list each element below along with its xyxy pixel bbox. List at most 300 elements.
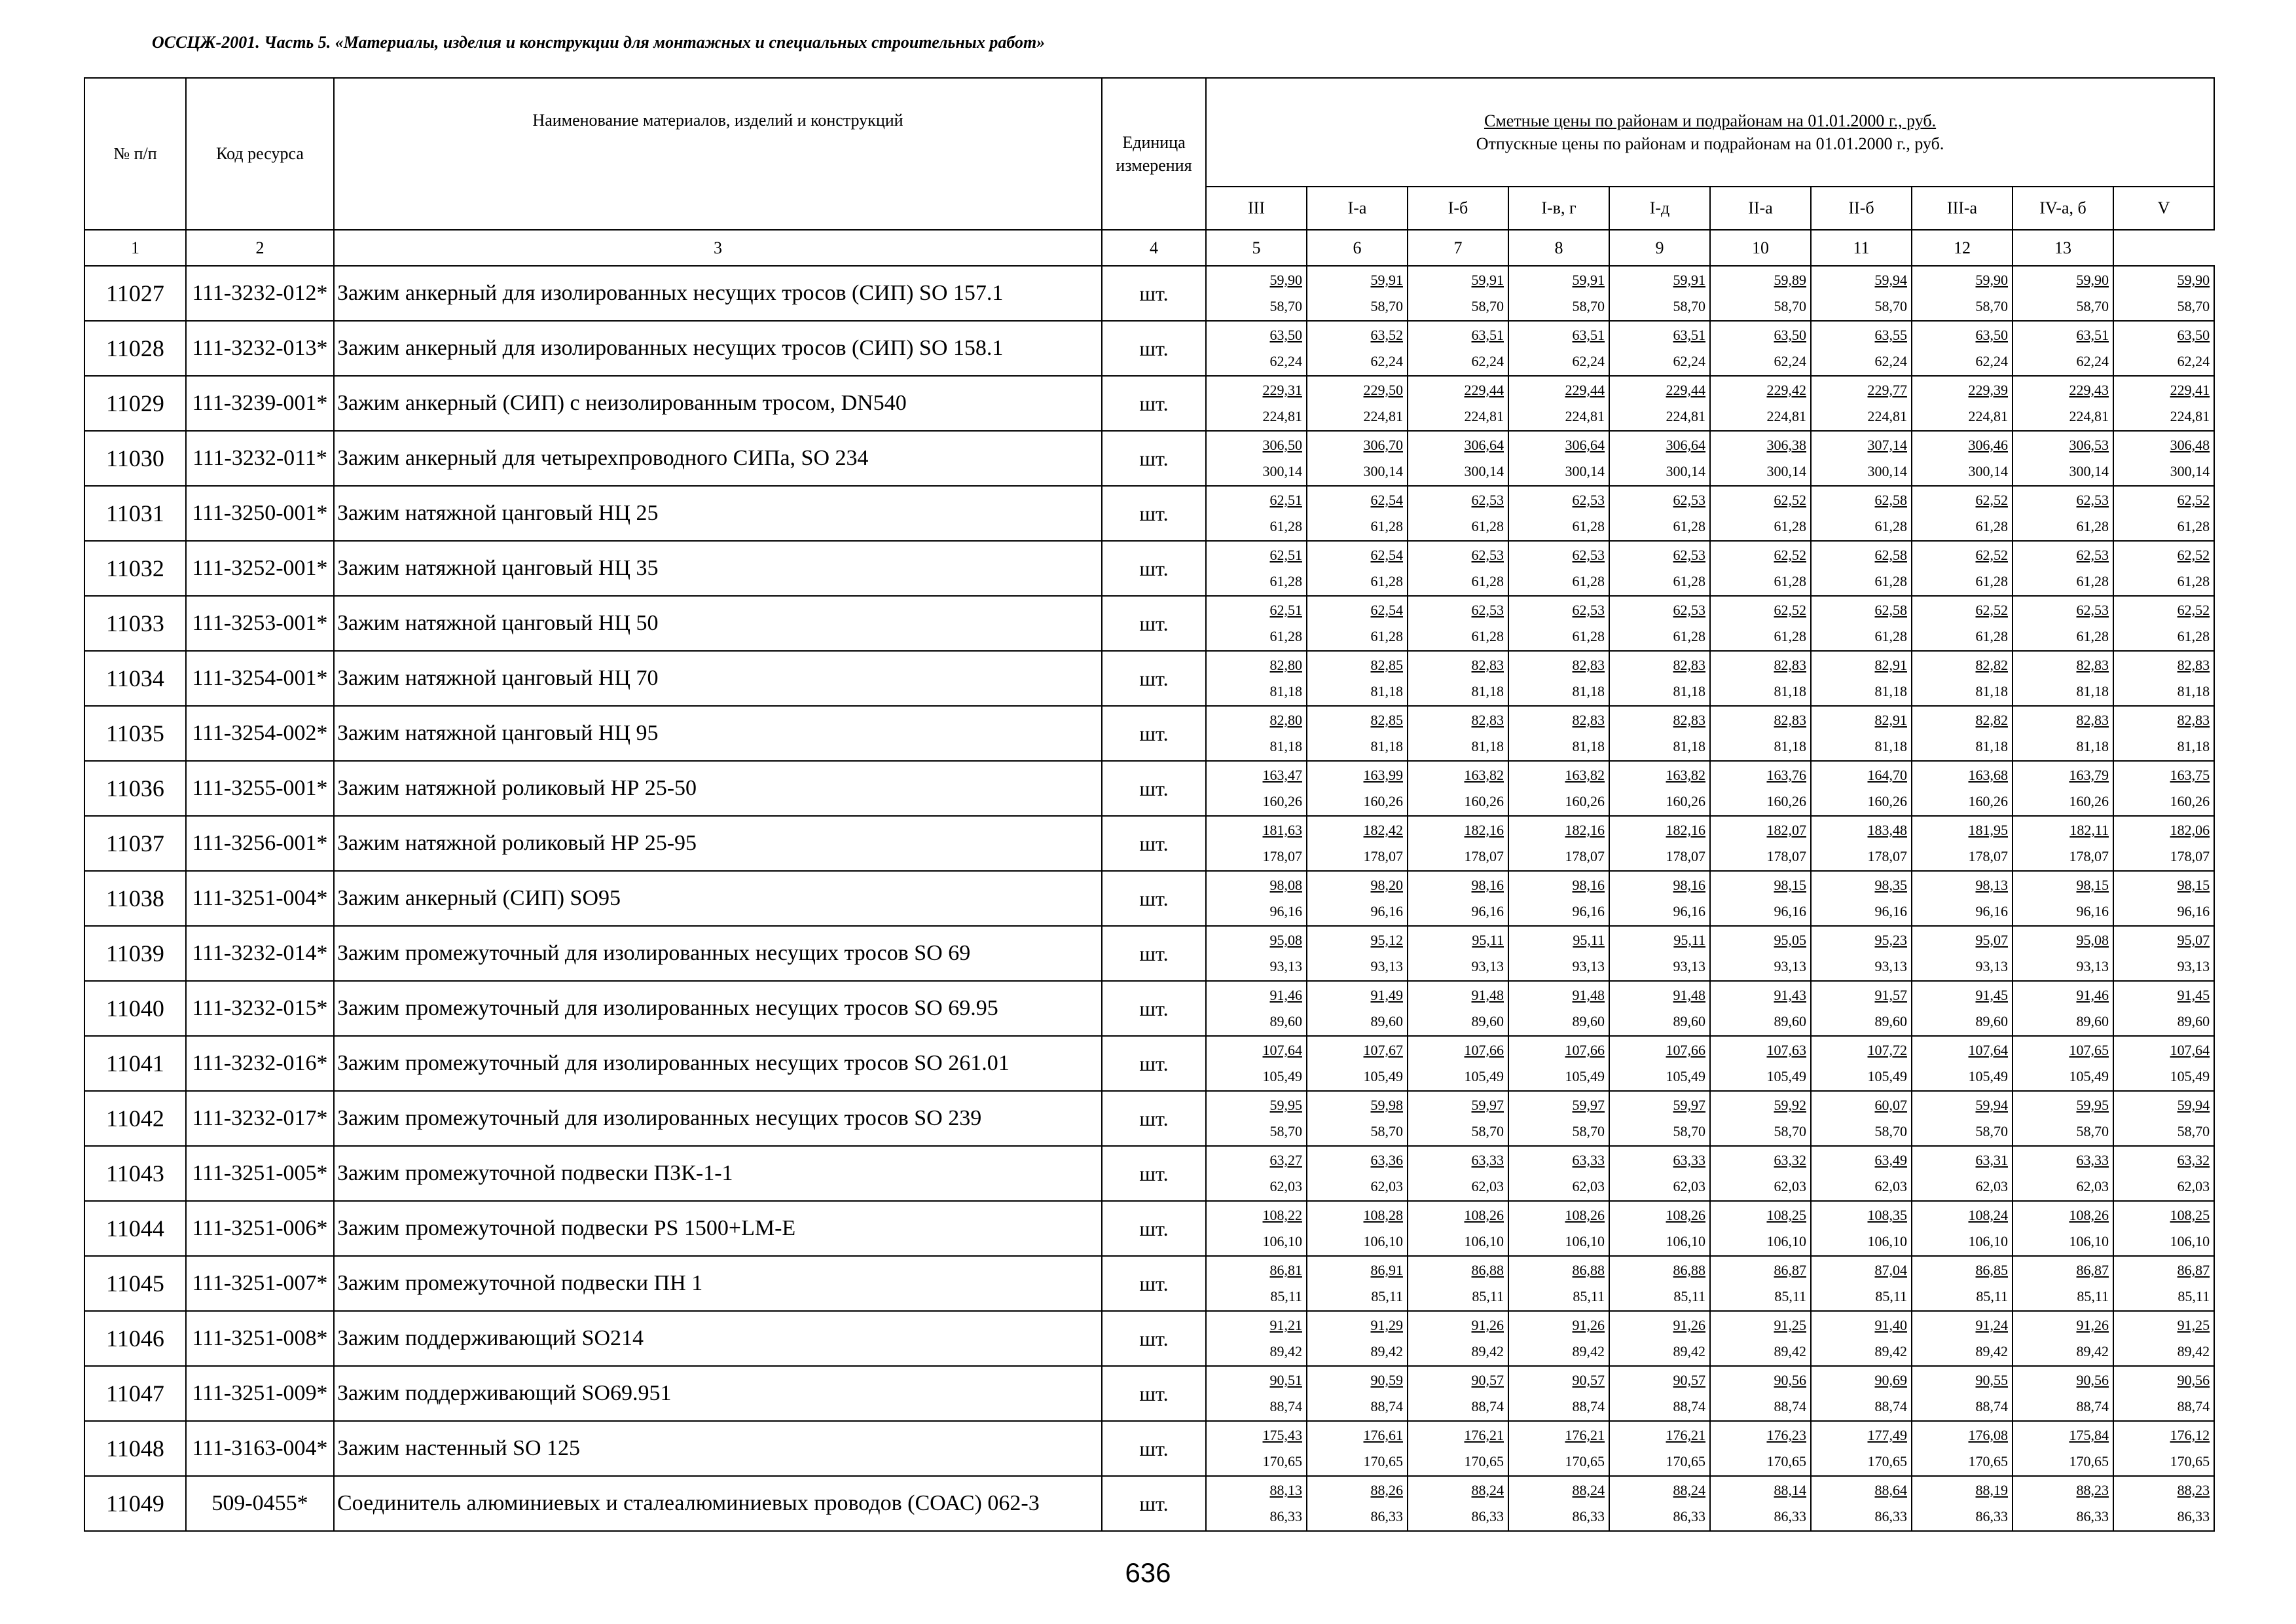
release-price: 106,10	[1565, 1233, 1605, 1249]
material-name-cell: Зажим натяжной цанговый НЦ 35	[334, 541, 1102, 596]
estimate-price: 59,94	[1975, 1097, 2008, 1113]
estimate-price: 62,52	[1975, 602, 2008, 618]
release-price: 58,70	[1269, 1123, 1302, 1139]
estimate-price: 82,83	[1572, 712, 1605, 728]
price-cell	[1912, 321, 2013, 376]
estimate-price: 91,57	[1874, 987, 1907, 1003]
material-name-cell: Зажим анкерный для четырехпроводного СИПа, SO 234	[334, 431, 1102, 486]
price-cell	[1609, 981, 1710, 1036]
estimate-price: 108,26	[1565, 1207, 1605, 1223]
estimate-price: 63,51	[1572, 327, 1605, 343]
price-cell	[1206, 486, 1307, 541]
estimate-price: 306,53	[2069, 437, 2109, 453]
price-cell	[1408, 1036, 1508, 1091]
table-row	[84, 1146, 2214, 1201]
release-price: 88,74	[1572, 1398, 1605, 1414]
estimate-price: 82,83	[2076, 657, 2109, 673]
estimate-price: 229,44	[1666, 382, 1705, 398]
price-cell	[1811, 431, 1912, 486]
table-row	[84, 1311, 2214, 1366]
estimate-price: 82,80	[1269, 657, 1302, 673]
release-price: 93,13	[1874, 958, 1907, 974]
row-number-cell: 11042	[84, 1091, 186, 1146]
price-cell	[1710, 541, 1811, 596]
estimate-price: 176,08	[1968, 1427, 2008, 1443]
estimate-price: 62,54	[1370, 602, 1403, 618]
unit-cell: шт.	[1102, 541, 1206, 596]
estimate-price: 62,53	[1471, 492, 1504, 508]
release-price: 81,18	[1673, 683, 1705, 699]
estimate-price: 181,95	[1968, 822, 2008, 838]
release-price: 58,70	[2177, 1123, 2210, 1139]
price-cell	[1508, 761, 1609, 816]
material-name-cell: Зажим промежуточный для изолированных несущих тросов SO 69	[334, 926, 1102, 981]
resource-code-cell: 111-3251-009*	[186, 1366, 334, 1421]
release-price: 86,33	[1572, 1508, 1605, 1524]
release-price: 62,03	[1370, 1178, 1403, 1194]
estimate-price: 63,51	[1471, 327, 1504, 343]
release-price: 160,26	[1666, 793, 1705, 809]
release-price: 89,42	[1471, 1343, 1504, 1359]
price-cell	[1811, 981, 1912, 1036]
estimate-price: 59,94	[1874, 272, 1907, 288]
release-price: 58,70	[1975, 1123, 2008, 1139]
estimate-price: 91,26	[1673, 1317, 1705, 1333]
estimate-price: 63,32	[1774, 1152, 1806, 1168]
estimate-price: 62,53	[1572, 602, 1605, 618]
row-number-cell: 11038	[84, 871, 186, 926]
release-price: 86,33	[1975, 1508, 2008, 1524]
price-cell	[1307, 871, 1408, 926]
estimate-price: 90,51	[1269, 1372, 1302, 1388]
price-cell	[1609, 541, 1710, 596]
release-price: 160,26	[1766, 793, 1806, 809]
row-number-cell: 11040	[84, 981, 186, 1036]
price-cell	[1609, 706, 1710, 761]
release-price: 86,33	[1774, 1508, 1806, 1524]
estimate-price: 229,39	[1968, 382, 2008, 398]
release-price: 81,18	[1673, 738, 1705, 754]
estimate-price: 182,06	[2170, 822, 2210, 838]
material-name-cell: Зажим поддерживающий SO69.951	[334, 1366, 1102, 1421]
price-cell	[1307, 706, 1408, 761]
region-header-cell: I-б	[1408, 187, 1508, 230]
unit-cell: шт.	[1102, 431, 1206, 486]
row-number-cell: 11046	[84, 1311, 186, 1366]
release-price: 86,33	[1673, 1508, 1705, 1524]
price-cell	[1912, 431, 2013, 486]
estimate-price: 176,12	[2170, 1427, 2210, 1443]
estimate-price: 107,64	[1262, 1042, 1302, 1058]
release-price: 170,65	[1867, 1453, 1907, 1469]
release-price: 58,70	[1370, 1123, 1403, 1139]
price-cell	[1609, 1256, 1710, 1311]
row-number-cell: 11036	[84, 761, 186, 816]
release-price: 105,49	[1262, 1068, 1302, 1084]
estimate-price: 91,26	[1572, 1317, 1605, 1333]
row-number-cell: 11029	[84, 376, 186, 431]
release-price: 85,11	[1472, 1288, 1504, 1304]
release-price: 85,11	[1774, 1288, 1806, 1304]
price-cell	[1912, 1256, 2013, 1311]
estimate-price: 95,07	[1975, 932, 2008, 948]
release-price: 81,18	[1269, 738, 1302, 754]
price-cell	[1609, 1311, 1710, 1366]
release-price: 81,18	[1774, 683, 1806, 699]
estimate-price: 91,40	[1874, 1317, 1907, 1333]
estimate-price: 82,83	[1572, 657, 1605, 673]
estimate-price: 86,85	[1975, 1262, 2008, 1278]
price-cell	[1307, 816, 1408, 871]
estimate-price: 91,26	[2076, 1317, 2109, 1333]
column-number-cell: 1	[84, 230, 186, 266]
material-name-cell: Зажим натяжной роликовый НР 25-95	[334, 816, 1102, 871]
estimate-price: 62,58	[1874, 547, 1907, 563]
estimate-price: 62,53	[2076, 547, 2109, 563]
estimate-price: 98,16	[1673, 877, 1705, 893]
price-cell	[1408, 871, 1508, 926]
release-price: 58,70	[1471, 298, 1504, 314]
header-release-prices: Отпускные цены по районам и подрайонам на 01.01.2000 г., руб.	[1476, 134, 1944, 153]
estimate-price: 229,41	[2170, 382, 2210, 398]
price-cell	[1408, 1146, 1508, 1201]
estimate-price: 59,91	[1673, 272, 1705, 288]
price-cell	[1307, 266, 1408, 321]
estimate-price: 182,16	[1565, 822, 1605, 838]
price-cell	[2013, 1146, 2113, 1201]
release-price: 170,65	[1262, 1453, 1302, 1469]
estimate-price: 82,83	[1673, 657, 1705, 673]
price-cell	[1206, 1476, 1307, 1531]
price-cell	[1508, 816, 1609, 871]
estimate-price: 62,53	[1673, 492, 1705, 508]
column-number-cell: 8	[1508, 230, 1609, 266]
price-cell	[1206, 981, 1307, 1036]
release-price: 224,81	[1363, 408, 1403, 424]
estimate-price: 90,56	[2177, 1372, 2210, 1388]
estimate-price: 63,36	[1370, 1152, 1403, 1168]
estimate-price: 59,91	[1572, 272, 1605, 288]
price-cell	[1609, 1091, 1710, 1146]
resource-code-cell: 111-3163-004*	[186, 1421, 334, 1476]
release-price: 93,13	[1673, 958, 1705, 974]
price-cell	[1508, 321, 1609, 376]
price-cell	[1912, 761, 2013, 816]
price-cell	[1710, 376, 1811, 431]
estimate-price: 82,83	[1471, 657, 1504, 673]
release-price: 85,11	[2077, 1288, 2109, 1304]
release-price: 61,28	[2177, 518, 2210, 534]
release-price: 61,28	[1471, 573, 1504, 589]
estimate-price: 63,49	[1874, 1152, 1907, 1168]
resource-code-cell: 111-3232-012*	[186, 266, 334, 321]
release-price: 86,33	[1874, 1508, 1907, 1524]
release-price: 61,28	[2076, 518, 2109, 534]
price-cell	[1307, 1311, 1408, 1366]
release-price: 61,28	[1874, 628, 1907, 644]
price-cell	[1710, 651, 1811, 706]
price-cell	[2013, 1476, 2113, 1531]
release-price: 81,18	[1774, 738, 1806, 754]
price-cell	[1912, 1036, 2013, 1091]
estimate-price: 62,52	[2177, 602, 2210, 618]
price-cell	[1609, 761, 1710, 816]
price-cell	[1408, 431, 1508, 486]
estimate-price: 98,15	[2177, 877, 2210, 893]
table-row	[84, 596, 2214, 651]
column-number-cell: 9	[1609, 230, 1710, 266]
estimate-price: 95,11	[1673, 932, 1705, 948]
table-row	[84, 541, 2214, 596]
release-price: 62,03	[1975, 1178, 2008, 1194]
release-price: 96,16	[1572, 903, 1605, 919]
release-price: 93,13	[1370, 958, 1403, 974]
release-price: 62,03	[1774, 1178, 1806, 1194]
price-cell	[2013, 1366, 2113, 1421]
price-cell	[1206, 1311, 1307, 1366]
price-cell	[1508, 486, 1609, 541]
release-price: 58,70	[1774, 1123, 1806, 1139]
release-price: 86,33	[1471, 1508, 1504, 1524]
price-cell	[1307, 431, 1408, 486]
resource-code-cell: 111-3232-014*	[186, 926, 334, 981]
estimate-price: 86,88	[1471, 1262, 1504, 1278]
unit-cell: шт.	[1102, 1091, 1206, 1146]
estimate-price: 59,90	[1269, 272, 1302, 288]
release-price: 62,24	[1471, 353, 1504, 369]
price-cell	[1206, 1366, 1307, 1421]
price-cell	[1609, 266, 1710, 321]
estimate-price: 229,31	[1262, 382, 1302, 398]
estimate-price: 88,23	[2177, 1482, 2210, 1498]
resource-code-cell: 111-3252-001*	[186, 541, 334, 596]
price-cell	[1206, 541, 1307, 596]
price-cell	[1609, 816, 1710, 871]
release-price: 224,81	[1464, 408, 1504, 424]
release-price: 61,28	[2076, 628, 2109, 644]
estimate-price: 91,45	[2177, 987, 2210, 1003]
estimate-price: 163,79	[2069, 767, 2109, 783]
estimate-price: 108,35	[1867, 1207, 1907, 1223]
release-price: 105,49	[1666, 1068, 1705, 1084]
resource-code-cell: 111-3251-007*	[186, 1256, 334, 1311]
resource-code-cell: 111-3255-001*	[186, 761, 334, 816]
release-price: 160,26	[1565, 793, 1605, 809]
release-price: 61,28	[1774, 573, 1806, 589]
price-cell	[1206, 761, 1307, 816]
estimate-price: 63,27	[1269, 1152, 1302, 1168]
estimate-price: 229,44	[1565, 382, 1605, 398]
estimate-price: 229,50	[1363, 382, 1403, 398]
release-price: 106,10	[1666, 1233, 1705, 1249]
header-row-number: № п/п	[84, 78, 186, 230]
unit-cell: шт.	[1102, 1036, 1206, 1091]
table-row	[84, 321, 2214, 376]
estimate-price: 59,90	[2177, 272, 2210, 288]
price-cell	[1206, 1421, 1307, 1476]
resource-code-cell: 111-3251-004*	[186, 871, 334, 926]
estimate-price: 175,43	[1262, 1427, 1302, 1443]
unit-cell: шт.	[1102, 761, 1206, 816]
release-price: 62,03	[1269, 1178, 1302, 1194]
price-cell	[1408, 1476, 1508, 1531]
price-cell	[1508, 1366, 1609, 1421]
release-price: 58,70	[1975, 298, 2008, 314]
estimate-price: 90,55	[1975, 1372, 2008, 1388]
price-cell	[1710, 1146, 1811, 1201]
estimate-price: 82,91	[1874, 712, 1907, 728]
resource-code-cell: 111-3251-005*	[186, 1146, 334, 1201]
price-cell	[2013, 1091, 2113, 1146]
release-price: 88,74	[1774, 1398, 1806, 1414]
estimate-price: 82,83	[1774, 657, 1806, 673]
estimate-price: 91,25	[2177, 1317, 2210, 1333]
release-price: 61,28	[1975, 518, 2008, 534]
unit-cell: шт.	[1102, 1311, 1206, 1366]
estimate-price: 82,83	[1673, 712, 1705, 728]
estimate-price: 88,24	[1572, 1482, 1605, 1498]
release-price: 62,03	[2076, 1178, 2109, 1194]
column-number-cell: 13	[2013, 230, 2113, 266]
estimate-price: 307,14	[1867, 437, 1907, 453]
row-number-cell: 11035	[84, 706, 186, 761]
unit-cell: шт.	[1102, 1256, 1206, 1311]
column-number-cell: 10	[1710, 230, 1811, 266]
material-name-cell: Зажим натяжной цанговый НЦ 95	[334, 706, 1102, 761]
price-cell	[1508, 1311, 1609, 1366]
estimate-price: 88,19	[1975, 1482, 2008, 1498]
unit-cell: шт.	[1102, 981, 1206, 1036]
estimate-price: 82,85	[1370, 657, 1403, 673]
price-cell	[1206, 816, 1307, 871]
estimate-price: 90,57	[1673, 1372, 1705, 1388]
estimate-price: 62,53	[1471, 547, 1504, 563]
price-cell	[1609, 1476, 1710, 1531]
header-unit: Единица измерения	[1102, 78, 1206, 230]
release-price: 81,18	[1572, 683, 1605, 699]
release-price: 89,60	[1572, 1013, 1605, 1029]
estimate-price: 59,92	[1774, 1097, 1806, 1113]
price-cell	[2113, 266, 2214, 321]
price-cell	[1811, 1366, 1912, 1421]
price-cell	[1408, 541, 1508, 596]
price-cell	[1811, 321, 1912, 376]
price-cell	[2013, 431, 2113, 486]
estimate-price: 86,81	[1269, 1262, 1302, 1278]
region-header-cell: I-в, г	[1508, 187, 1609, 230]
table-row	[84, 981, 2214, 1036]
release-price: 224,81	[1262, 408, 1302, 424]
table-row	[84, 1476, 2214, 1531]
unit-cell: шт.	[1102, 816, 1206, 871]
release-price: 61,28	[1370, 518, 1403, 534]
estimate-price: 62,53	[1673, 602, 1705, 618]
estimate-price: 91,25	[1774, 1317, 1806, 1333]
estimate-price: 306,50	[1262, 437, 1302, 453]
price-cell	[1811, 1476, 1912, 1531]
release-price: 300,14	[1262, 463, 1302, 479]
release-price: 81,18	[1370, 683, 1403, 699]
price-cell	[1508, 541, 1609, 596]
price-cell	[1710, 871, 1811, 926]
price-cell	[2013, 1421, 2113, 1476]
price-cell	[1408, 1366, 1508, 1421]
column-number-cell: 12	[1912, 230, 2013, 266]
estimate-price: 183,48	[1867, 822, 1907, 838]
table-header	[84, 78, 2214, 266]
row-number-cell: 11041	[84, 1036, 186, 1091]
release-price: 89,60	[1673, 1013, 1705, 1029]
release-price: 178,07	[2170, 848, 2210, 864]
release-price: 61,28	[2177, 628, 2210, 644]
release-price: 89,60	[1370, 1013, 1403, 1029]
estimate-price: 108,28	[1363, 1207, 1403, 1223]
estimate-price: 95,11	[1472, 932, 1504, 948]
estimate-price: 91,29	[1370, 1317, 1403, 1333]
resource-code-cell: 111-3256-001*	[186, 816, 334, 871]
estimate-price: 107,65	[2069, 1042, 2109, 1058]
price-cell	[2113, 1421, 2214, 1476]
estimate-price: 176,61	[1363, 1427, 1403, 1443]
price-cell	[2013, 266, 2113, 321]
price-cell	[1508, 1476, 1609, 1531]
release-price: 93,13	[1572, 958, 1605, 974]
material-name-cell: Зажим промежуточной подвески ПН 1	[334, 1256, 1102, 1311]
price-cell	[2013, 376, 2113, 431]
price-cell	[1811, 1311, 1912, 1366]
release-price: 61,28	[1572, 573, 1605, 589]
release-price: 105,49	[1766, 1068, 1806, 1084]
estimate-price: 98,13	[1975, 877, 2008, 893]
release-price: 105,49	[2170, 1068, 2210, 1084]
price-cell	[1609, 1201, 1710, 1256]
column-number-cell: 3	[334, 230, 1102, 266]
table-row	[84, 816, 2214, 871]
release-price: 160,26	[1464, 793, 1504, 809]
price-cell	[1912, 1311, 2013, 1366]
price-cell	[1912, 706, 2013, 761]
column-number-cell: 11	[1811, 230, 1912, 266]
region-header-cell: III	[1206, 187, 1307, 230]
release-price: 160,26	[1968, 793, 2008, 809]
price-cell	[1811, 1036, 1912, 1091]
release-price: 58,70	[1370, 298, 1403, 314]
release-price: 61,28	[1269, 573, 1302, 589]
price-cell	[1811, 816, 1912, 871]
release-price: 62,03	[1673, 1178, 1705, 1194]
release-price: 93,13	[1774, 958, 1806, 974]
estimate-price: 163,75	[2170, 767, 2210, 783]
release-price: 62,03	[1471, 1178, 1504, 1194]
price-cell	[1811, 871, 1912, 926]
release-price: 178,07	[1968, 848, 2008, 864]
material-name-cell: Зажим натяжной цанговый НЦ 25	[334, 486, 1102, 541]
release-price: 85,11	[1371, 1288, 1403, 1304]
release-price: 89,42	[1975, 1343, 2008, 1359]
estimate-price: 108,26	[1666, 1207, 1705, 1223]
estimate-price: 62,54	[1370, 547, 1403, 563]
price-cell	[2113, 706, 2214, 761]
estimate-price: 62,52	[2177, 492, 2210, 508]
estimate-price: 108,26	[1464, 1207, 1504, 1223]
release-price: 81,18	[1975, 738, 2008, 754]
release-price: 61,28	[1572, 628, 1605, 644]
price-cell	[1307, 1201, 1408, 1256]
estimate-price: 91,45	[1975, 987, 2008, 1003]
price-cell	[2113, 1311, 2214, 1366]
estimate-price: 181,63	[1262, 822, 1302, 838]
release-price: 58,70	[1572, 298, 1605, 314]
